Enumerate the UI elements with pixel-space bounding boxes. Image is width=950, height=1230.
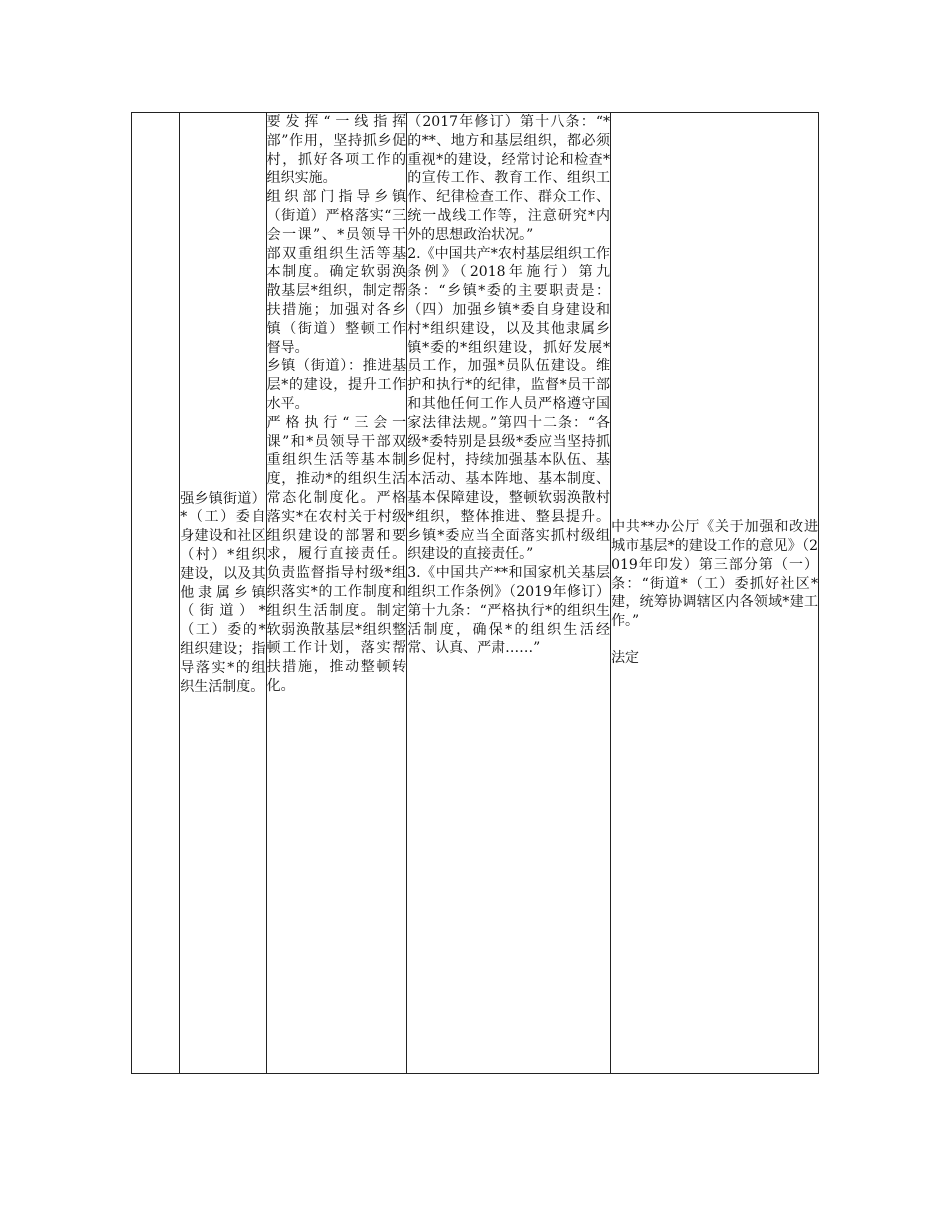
basis-cell xyxy=(407,113,611,1074)
source-cell xyxy=(611,113,819,1074)
duty-cell xyxy=(180,113,266,1074)
source-type-label: 法定 xyxy=(611,649,640,666)
table-row xyxy=(132,113,819,1074)
source-text: 中共**办公厅《关于加强和改进城市基层*的建设工作的意见》（2019年印发）第三部分第（一）条：“街道*（工）委抓好社区*建，统筹协调辖区内各领域*建工作。” xyxy=(611,519,818,630)
basis-text: （2017年修订）第十八条：“*的**、地方和基层组织，都必须重视*的建设，经常讨论和检查*的宣传工作、教育工作、组织工作、纪律检查工作、群众工作、统一战线工作等，注意研究*内外的思想政治状况。” 2.《中国共产*农村基层组织工作条例》（2018年施行）第九条：“乡镇*委的主要职责是：（四）加强乡镇*委自身建设和村*组织建设，以及其他隶属乡镇*委的*组织建设，抓好发展*员工作，加强*员队伍建设。维护和执行*的纪律，监督*员干部和其他任何工作人员严格遵守国家法律法规。”第四十二条：“各级*委特别是县级*委应当坚持抓乡促村，持续加强基本队伍、基本活动、基本阵地、基本制度、基本保障建设，整顿软弱涣散村*组织，整体推进、整县提升。乡镇*委应当全面落实抓村级组织建设的直接责任。” 3.《中国共产**和国家机关基层组织工作条例》（2019年修订）第十九条：“严格执行*的组织生活制度，确保*的组织生活经常、认真、严肃……” xyxy=(407,114,611,657)
index-cell xyxy=(132,113,180,1074)
measures-cell xyxy=(266,113,407,1074)
duty-text: 强乡镇街道）*（工）委自身建设和社区（村）*组织建设，以及其他隶属乡镇（街道）*（工）委的*组织建设；指导落实*的组织生活制度。 xyxy=(180,490,266,695)
measures-text: 要发挥“一线指挥部”作用，坚持抓乡促村，抓好各项工作的组织实施。 组织部门指导乡镇（街道）严格落实“三会一课”、*员领导干部双重组织生活等基本制度。确定软弱涣散基层*组织，制定帮扶措施；加强对各乡镇（街道）整顿工作督导。 乡镇（街道）：推进基层*的建设，提升工作水平。 严格执行“三会一课”和*员领导干部双重组织生活等基本制度，推动*的组织生活常态化制度化。严格落实*在农村关于村级组织建设的部署和要求，履行直接责任。负责监督指导村级*组织落实*的工作制度和组织生活制度。制定软弱涣散基层*组织整顿工作计划，落实帮扶措施，推动整顿转化。 xyxy=(266,114,407,694)
responsibility-table xyxy=(131,112,819,1074)
